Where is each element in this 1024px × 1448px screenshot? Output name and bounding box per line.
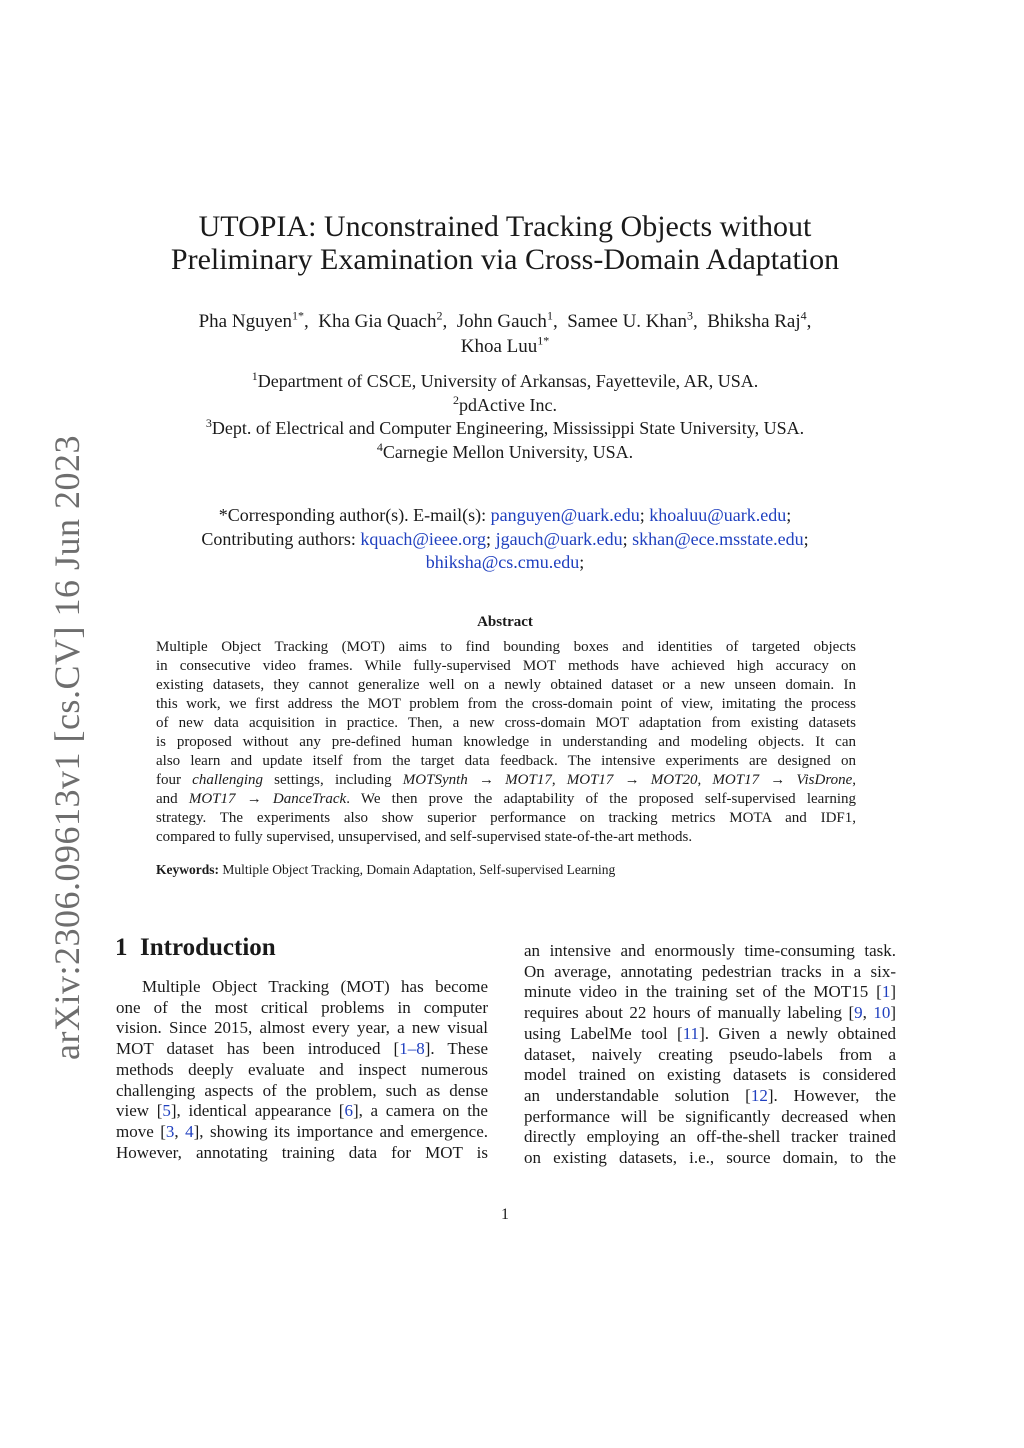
text-fragment: requires about 22 hours of manually labeling [ [524, 1003, 855, 1023]
author-name: Samee U. Khan [567, 311, 687, 332]
email-link[interactable]: panguyen@uark.edu [490, 505, 640, 525]
text-fragment: , [862, 1003, 874, 1023]
affiliation-item [100, 394, 910, 418]
abstract-line: Multiple Object Tracking (MOT) aims to find bounding boxes and identities of targeted objects [156, 639, 856, 655]
text-fragment: using LabelMe tool [ [524, 1023, 683, 1043]
body-line: model trained on existing datasets is considered [524, 1065, 896, 1085]
body-line: vision. Since 2015, almost every year, a new visual [116, 1018, 488, 1038]
author-affiliation-mark: 4 [800, 308, 807, 323]
citation-link[interactable]: 11 [682, 1023, 700, 1043]
text-fragment: , [551, 772, 567, 788]
affiliation-list [100, 370, 910, 464]
author-affiliation-mark: 3 [686, 308, 693, 323]
affiliation-item [100, 370, 910, 394]
email-link[interactable]: jgauch@uark.edu [495, 528, 623, 549]
title-line-1: UTOPIA: Unconstrained Tracking Objects without [198, 210, 812, 243]
text-fragment: MOT dataset has been introduced [ [116, 1039, 400, 1059]
section-heading [115, 934, 276, 962]
keywords-text: Multiple Object Tracking, Domain Adaptation, Self-supervised Learning [222, 862, 616, 877]
text-fragment: settings, including [263, 772, 403, 788]
citation-link[interactable]: 5 [162, 1101, 171, 1121]
affiliation-mark: 1 [251, 369, 258, 383]
contributing-line-2: bhiksha@cs.cmu.edu; [425, 552, 585, 572]
author-name: Pha Nguyen [198, 311, 293, 332]
affiliation-text: Carnegie Mellon University, USA. [382, 441, 634, 462]
citation-link[interactable]: 3 [165, 1121, 175, 1141]
abstract-line: of new data acquisition in practice. Then, a new cross-domain MOT adaptation from existing datasets [156, 715, 856, 731]
affiliation-text: pdActive Inc. [459, 394, 557, 415]
text-fragment: ] [890, 1003, 897, 1023]
author-name: Khoa Luu [460, 336, 538, 357]
body-line [524, 982, 896, 1003]
text-fragment: an understandable solution [ [524, 1085, 751, 1105]
body-line: performance will be significantly decreased when [524, 1106, 896, 1126]
corresponding-line: *Corresponding author(s). E-mail(s): panguyen@uark.edu; khoaluu@uark.edu; [218, 505, 792, 525]
abstract-line: in consecutive video frames. While fully-supervised MOT methods have achieved high accuracy on [156, 658, 856, 674]
body-line: methods deeply evaluate and inspect numerous [116, 1059, 488, 1079]
abstract-line: strategy. The experiments also show superior performance on tracking metrics MOTA and IDF1, [156, 810, 856, 826]
author-name: John Gauch [456, 311, 547, 332]
body-line: directly employing an off-the-shell tracker trained [524, 1127, 896, 1147]
page-number: 1 [501, 1206, 509, 1223]
author-affiliation-mark: 1* [292, 308, 305, 323]
author-name: Bhiksha Raj [707, 311, 801, 332]
arxiv-identifier: arXiv:2306.09613v1 [cs.CV] 16 Jun 2023 [47, 435, 87, 1060]
setting-name: MOT17 → VisDrone [712, 772, 853, 788]
abstract-line: compared to fully supervised, unsupervised, and self-supervised state-of-the-art methods. [156, 829, 693, 845]
body-line [116, 1122, 488, 1143]
text-fragment: ], identical appearance [ [170, 1101, 345, 1121]
abstract-body [156, 638, 856, 847]
abstract-line [156, 790, 856, 809]
author-line-2 [100, 334, 910, 359]
abstract-heading: Abstract [477, 614, 533, 630]
affiliation-item [100, 441, 910, 465]
affiliation-text: Department of CSCE, University of Arkansas, Fayettevile, AR, USA. [257, 371, 759, 391]
body-line [116, 1039, 488, 1060]
text-fragment: , [852, 772, 857, 788]
setting-name: MOT17 → MOT20 [566, 772, 698, 788]
section-title: Introduction [140, 934, 276, 961]
text-fragment: minute video in the training set of the MOT15 [ [524, 982, 882, 1002]
keywords-label: Keywords: [156, 862, 219, 877]
email-link[interactable]: kquach@ieee.org [360, 528, 487, 549]
author-affiliation-mark: 1* [537, 333, 550, 348]
contributing-line: Contributing authors: kquach@ieee.org; jgauch@uark.edu; skhan@ece.msstate.edu; [201, 528, 809, 549]
text-fragment: , [697, 772, 713, 788]
body-line: an intensive and enormously time-consuming task. [524, 941, 896, 960]
section-number: 1 [115, 934, 128, 961]
citation-link[interactable]: 6 [344, 1101, 353, 1121]
body-line [524, 1086, 896, 1107]
body-line: dataset, naively creating pseudo-labels from a [524, 1044, 896, 1064]
body-line [116, 1101, 488, 1122]
citation-link[interactable]: 12 [750, 1085, 768, 1105]
text-fragment: , [174, 1121, 186, 1141]
abstract-line: also learn and update itself from the target data feedback. The intensive experiments are designed on [156, 753, 856, 769]
keywords [156, 862, 856, 878]
paper-title [100, 210, 910, 276]
citation-link[interactable]: 1 [881, 982, 891, 1002]
author-affiliation-mark: 1 [546, 308, 553, 323]
text-fragment: ]. However, the [767, 1085, 896, 1105]
email-link[interactable]: skhan@ece.msstate.edu [632, 528, 804, 549]
body-line: Multiple Object Tracking (MOT) has become [142, 977, 488, 996]
text-fragment: move [ [116, 1121, 166, 1141]
body-line: challenging aspects of the problem, such as dense [116, 1080, 488, 1100]
affiliation-mark: 3 [205, 416, 212, 430]
text-fragment: . We then prove the adaptability of the proposed self-supervised learning [346, 791, 856, 807]
body-line: one of the most critical problems in computer [116, 997, 488, 1017]
text-fragment: ], a camera on the [352, 1101, 488, 1121]
setting-name: MOTSynth → MOT17 [402, 772, 552, 788]
body-line: However, annotating training data for MOT is [116, 1142, 488, 1162]
text-fragment: view [ [116, 1101, 163, 1121]
body-line [524, 1003, 896, 1024]
author-affiliation-mark: 2 [436, 308, 443, 323]
left-column [116, 977, 488, 1163]
text-fragment: four [156, 772, 193, 788]
text-fragment: and [156, 791, 189, 807]
citation-link[interactable]: 4 [185, 1121, 194, 1141]
affiliation-text: Dept. of Electrical and Computer Engineering, Mississippi State University, USA. [211, 418, 805, 438]
right-column [524, 941, 896, 1169]
contact-block [100, 504, 910, 575]
affiliation-mark: 2 [453, 392, 460, 407]
text-fragment: ] [890, 982, 896, 1002]
author-list [100, 309, 910, 359]
title-line-2: Preliminary Examination via Cross-Domain Adaptation [170, 243, 840, 276]
setting-name: MOT17 → DanceTrack [188, 791, 347, 807]
body-line: on existing datasets, i.e., source domain, to the [524, 1148, 896, 1168]
citation-link[interactable]: 1–8 [399, 1039, 425, 1059]
contributing-label: Contributing authors: [201, 528, 356, 549]
abstract-line [156, 771, 856, 790]
body-line [524, 1024, 896, 1045]
abstract-line: is proposed without any pre-defined human knowledge in understanding and modeling objects. It can [156, 734, 856, 750]
emphasis: challenging [192, 772, 263, 788]
corresponding-label: *Corresponding author(s). E-mail(s): [218, 505, 487, 525]
abstract-line: this work, we first address the MOT problem from the cross-domain point of view, imitating the process [156, 696, 856, 712]
text-fragment: ]. These [424, 1039, 488, 1059]
email-link[interactable]: bhiksha@cs.cmu.edu [425, 552, 580, 572]
text-fragment: ]. Given a newly obtained [699, 1023, 896, 1043]
affiliation-mark: 4 [376, 439, 383, 454]
email-link[interactable]: khoaluu@uark.edu [649, 505, 787, 525]
body-line: On average, annotating pedestrian tracks in a six- [524, 961, 896, 981]
citation-link[interactable]: 10 [873, 1003, 891, 1023]
author-line-1: Pha Nguyen$^{1*}$, Kha Gia Quach$^2$, John Gauch$^1$, Samee U. Khan$^3$, Bhiksha Raj$^4$, [198, 308, 812, 332]
text-fragment: ], showing its importance and emergence. [193, 1121, 489, 1141]
affiliation-item [100, 417, 910, 441]
abstract-line: existing datasets, they cannot generalize well on a newly obtained dataset or a new unseen domain. In [156, 677, 856, 693]
author-name: Kha Gia Quach [318, 311, 437, 332]
citation-link[interactable]: 9 [854, 1003, 863, 1023]
